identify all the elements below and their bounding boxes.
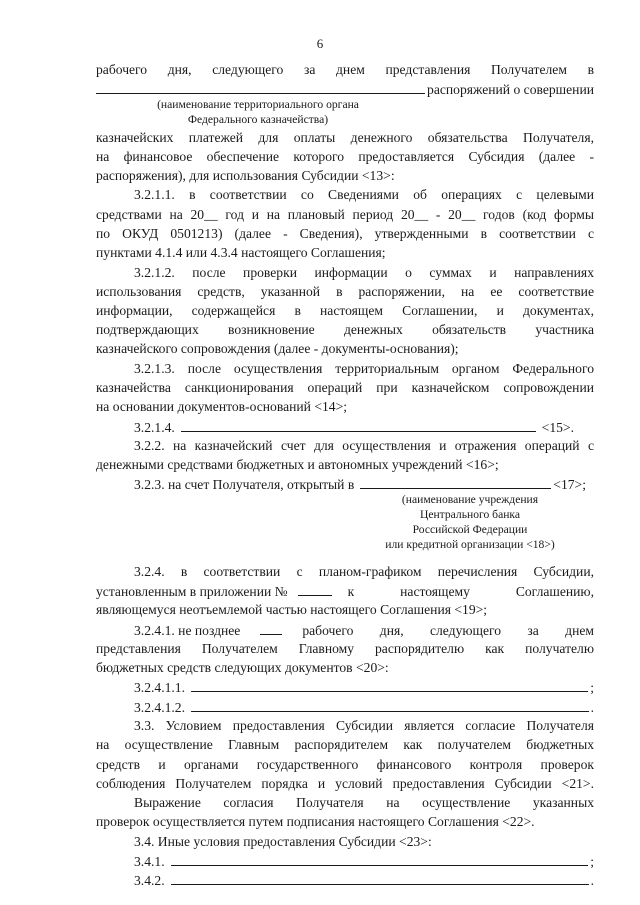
blank-32411 [191,677,588,692]
line-13: подтверждающих возникновение денежных обязательств участника [96,322,594,337]
line-28 [134,677,594,698]
blank-32412 [191,697,589,712]
line-2-text: распоряжений о совершении [427,82,594,97]
line-12: информации, содержащейся в настоящем Соглашении, и документах, [96,303,594,318]
line-38 [134,870,594,891]
line-25 [134,620,594,641]
line-28-text: 3.2.4.1.1. [134,680,185,695]
line-25-text-b: рабочего дня, следующего за днем [302,623,594,638]
line-38-text: 3.4.2. [134,873,165,888]
line-7: средствами на 20__ год и на плановый период 20__ - 20__ годов (код формы [96,207,594,222]
caption-line: (наименование учреждения [401,493,539,506]
caption-line: или кредитной организации <18>) [385,538,555,551]
line-28-tail: ; [590,680,594,695]
caption-bank [370,492,570,552]
line-27: бюджетных средств следующих документов <20>: [96,660,389,675]
line-38-tail: . [590,873,594,888]
caption-line: (наименование территориального органа [157,98,359,111]
page-number: 6 [316,36,324,51]
line-31: на осуществление Главным распорядителем как получателем бюджетных [96,737,594,752]
line-19: 3.2.2. на казначейский счет для осуществления и отражения операций с [134,438,594,453]
line-11: использования средств, указанной в распоряжении, на ее соответствие [96,284,594,299]
line-18-tail: <15>. [541,420,574,435]
line-18 [134,417,574,438]
blank-3214 [181,417,536,432]
blank-days [260,620,282,635]
line-21-text: 3.2.3. на счет Получателя, открытый в [134,477,355,492]
line-23-text-a: установленным в приложении № [96,584,288,599]
line-29 [134,697,594,718]
line-37 [134,851,594,872]
line-35: проверок осуществляется путем подписания настоящего Соглашения <22>. [96,814,535,829]
line-14: казначейского сопровождения (далее - документы-основания); [96,341,459,356]
line-20: денежными средствами бюджетных и автономных учреждений <16>; [96,457,499,472]
line-33: соблюдения Получателем порядка и условий предоставления Субсидии <21>. [96,776,594,791]
blank-bank [360,474,551,489]
line-23-text-b: к настоящему Соглашению, [347,584,594,599]
line-10: 3.2.1.2. после проверки информации о суммах и направлениях [134,265,594,280]
line-29-text: 3.2.4.1.2. [134,700,185,715]
caption-line: Федерального казначейства) [187,113,329,126]
blank-341 [171,851,589,866]
line-8: по ОКУД 0501213) (далее - Сведения), утвержденными в соответствии с [96,226,594,241]
line-17: на основании документов-оснований <14>; [96,399,348,414]
line-16: казначейства санкционирования операций при казначейском сопровождении [96,380,594,395]
blank-342 [171,870,589,885]
blank-appendix-number [298,581,332,596]
line-24: являющемуся неотъемлемой частью настоящего Соглашения <19>; [96,602,488,617]
line-9: пунктами 4.1.4 или 4.3.4 настоящего Соглашения; [96,245,386,260]
line-23 [96,581,594,602]
line-37-tail: ; [590,854,594,869]
caption-line: Российской Федерации [412,523,528,536]
line-22: 3.2.4. в соответствии с планом-графиком перечисления Субсидии, [134,564,594,579]
caption-line: Центрального банка [419,508,521,521]
line-3: казначейских платежей для оплаты денежного обязательства Получателя, [96,130,594,145]
line-25-text-a: 3.2.4.1. не позднее [134,623,241,638]
line-18-text: 3.2.1.4. [134,420,175,435]
line-26: представления Получателем Главному распорядителю как получателю [96,641,594,656]
line-21-tail: <17>; [553,477,586,492]
line-34: Выражение согласия Получателя на осуществление указанных [134,795,594,810]
line-30: 3.3. Условием предоставления Субсидии является согласие Получателя [134,718,594,733]
line-5: распоряжения), для использования Субсидии <13>: [96,168,395,183]
line-15: 3.2.1.3. после осуществления территориальным органом Федерального [134,361,594,376]
line-32: средств и органами государственного финансового контроля проверок [96,757,594,772]
blank-territorial-organ [96,79,425,94]
line-37-text: 3.4.1. [134,854,165,869]
line-29-tail: . [590,700,594,715]
line-1: рабочего дня, следующего за днем представления Получателем в [96,62,594,77]
line-4: на финансовое обеспечение которого предоставляется Субсидия (далее - [96,149,594,164]
caption-territorial-organ [138,97,378,127]
line-36: 3.4. Иные условия предоставления Субсидии <23>: [134,834,432,849]
line-6: 3.2.1.1. в соответствии со Сведениями об операциях с целевыми [134,187,594,202]
